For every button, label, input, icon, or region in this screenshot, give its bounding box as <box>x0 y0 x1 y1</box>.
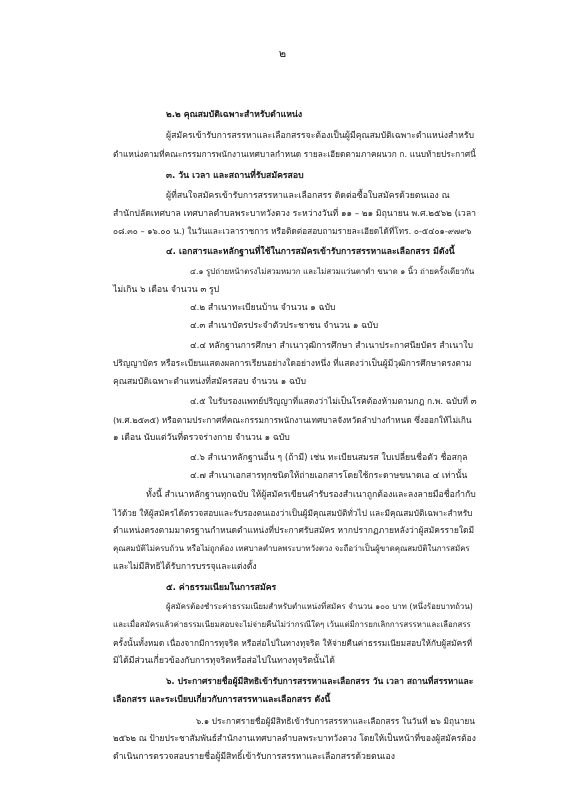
paragraph-line: ปริญญาบัตร หรือระเบียนแสดงผลการเรียนอย่างใดอย่างหนึ่ง ที่แสดงว่าเป็นผู้มีวุฒิการศึกษาตรงตาม <box>113 359 472 369</box>
paragraph-line: ๔.๗ สำเนาเอกสารทุกชนิดให้ถ่ายเอกสารโดยใช้กระดาษขนาดเอ ๔ เท่านั้น <box>190 471 468 481</box>
paragraph-line: ตำแหน่งตรงตามมาตรฐานกำหนดตำแหน่งที่ประกาศรับสมัคร หากปรากฏภายหลังว่าผู้สมัครรายใดมี <box>113 526 475 536</box>
section-heading: เลือกสรร และระเบียบเกี่ยวกับการสรรหาและเลือกสรร ดังนี้ <box>113 695 331 705</box>
paragraph-line: ๖.๑ ประกาศรายชื่อผู้มีสิทธิเข้ารับการสรรหาและเลือกสรร ในวันที่ ๒๖ มิถุนายน <box>196 716 475 726</box>
paragraph-line: ครั้งนั้นทั้งหมด เนื่องจากมีการทุจริต หรือส่อไปในทางทุจริต ให้จ่ายคืนค่าธรรมเนียมสอบให้กับผู้สมัครที่ <box>113 638 473 648</box>
paragraph-line: ๔.๕ ใบรับรองแพทย์ปริญญาที่แสดงว่าไม่เป็นโรคต้องห้ามตามกฎ ก.พ. ฉบับที่ ๓ <box>190 397 477 407</box>
section-heading: ๕. ค่าธรรมเนียมในการสมัคร <box>166 583 277 593</box>
section-heading: ๓. วัน เวลา และสถานที่รับสมัครสอบ <box>166 171 304 181</box>
paragraph-line: ๔.๖ สำเนาหลักฐานอื่น ๆ (ถ้ามี) เช่น ทะเบียนสมรส ใบเปลี่ยนชื่อตัว ชื่อสกุล <box>190 453 468 463</box>
section-heading: ๔. เอกสารและหลักฐานที่ใช้ในการสมัครเข้ารับการสรรหาและเลือกสรร มีดังนี้ <box>166 247 455 257</box>
paragraph-line: ไว้ด้วย ให้ผู้สมัครได้ตรวจสอบและรับรองตนเองว่าเป็นผู้มีคุณสมบัติทั่วไป และมีคุณสมบัติเฉพาะสำหรับ <box>113 508 473 518</box>
paragraph-line: ๔.๑ รูปถ่ายหน้าตรงไม่สวมหมวก และไม่สวมแว่นตาดำ ขนาด ๑ นิ้ว ถ่ายครั้งเดียวกัน <box>190 267 475 276</box>
paragraph-line: ผู้สมัครต้องชำระค่าธรรมเนียมสำหรับตำแหน่งที่สมัคร จำนวน ๑๐๐ บาท (หนึ่งร้อยบาทถ้วน) <box>166 602 473 611</box>
paragraph-line: ๒๕๖๒ ณ ป้ายประชาสัมพันธ์สำนักงานเทศบาลตำบลพระบาทวังตวง โดยให้เป็นหน้าที่ของผู้สมัครต้อง <box>113 734 476 744</box>
paragraph-line: ไม่เกิน ๖ เดือน จำนวน ๓ รูป <box>113 285 220 295</box>
section-heading: ๖. ประกาศรายชื่อผู้มีสิทธิเข้ารับการสรรหาและเลือกสรร วัน เวลา สถานที่สรรหาและ <box>166 677 474 687</box>
section-heading: ๒.๒ คุณสมบัติเฉพาะสำหรับตำแหน่ง <box>166 110 303 120</box>
paragraph-line: ทั้งนี้ สำเนาหลักฐานทุกฉบับ ให้ผู้สมัครเขียนคำรับรองสำเนาถูกต้องและลงลายมือชื่อกำกับ <box>146 490 476 500</box>
paragraph-line: ผู้สมัครเข้ารับการสรรหาและเลือกสรรจะต้องเป็นผู้มีคุณสมบัติเฉพาะตำแหน่งสำหรับ <box>166 131 475 141</box>
paragraph-line: และไม่มีสิทธิได้รับการบรรจุและแต่งตั้ง <box>113 562 257 572</box>
paragraph-line: คุณสมบัติเฉพาะตำแหน่งที่สมัครสอบ จำนวน ๑ ฉบับ <box>113 377 306 387</box>
paragraph-line: ๐๘.๓๐ – ๑๖.๐๐ น.) ในวันและเวลาราชการ หรือติดต่อสอบถามรายละเอียดได้ที่โทร. ๐-๕๔๐๑-๙๗๙๖ <box>113 226 472 236</box>
paragraph-line: ตำแหน่งตามที่คณะกรรมการพนักงานเทศบาลกำหนด รายละเอียดตามภาคผนวก ก. แนบท้ายประกาศนี้ <box>113 149 476 159</box>
paragraph-line: ๔.๓ สำเนาบัตรประจำตัวประชาชน จำนวน ๑ ฉบับ <box>190 321 379 331</box>
paragraph-line: มิได้มีส่วนเกี่ยวข้องกับการทุจริตหรือส่อไปในทางทุจริตนั้นได้ <box>113 656 335 666</box>
paragraph-line: สำนักปลัดเทศบาล เทศบาลตำบลพระบาทวังตวง ระหว่างวันที่ ๑๑ – ๒๑ มิถุนายน พ.ศ.๒๕๖๒ (เวลา <box>113 209 477 219</box>
paragraph-line: และเมื่อสมัครแล้วค่าธรรมเนียมสอบจะไม่จ่ายคืนไม่ว่ากรณีใดๆ เว้นแต่มีการยกเลิกการสรรหาและเลือกสรร <box>113 620 471 629</box>
paragraph-line: ๔.๔ หลักฐานการศึกษา สำเนาวุฒิการศึกษา สำเนาประกาศนียบัตร สำเนาใบ <box>190 341 473 351</box>
paragraph-line: ดำเนินการตรวจสอบรายชื่อผู้มีสิทธิ์เข้ารับการสรรหาและเลือกสรรด้วยตนเอง <box>113 752 396 762</box>
paragraph-line: ๑ เดือน นับแต่วันที่ตรวจร่างกาย จำนวน ๑ ฉบับ <box>113 433 290 443</box>
paragraph-line: ๔.๒ สำเนาทะเบียนบ้าน จำนวน ๑ ฉบับ <box>190 303 336 313</box>
paragraph-line: (พ.ศ.๒๕๓๕) หรือตามประกาศที่คณะกรรมการพนักงานเทศบาลจังหวัดลำปางกำหนด ซึ่งออกให้ไม่เกิน <box>113 415 472 425</box>
page-number: ๒ <box>278 47 287 60</box>
paragraph-line: ผู้ที่สนใจสมัครเข้ารับการสรรหาและเลือกสรร ติดต่อซื้อใบสมัครด้วยตนเอง ณ <box>166 191 450 201</box>
paragraph-line: คุณสมบัติไม่ครบถ้วน หรือไม่ถูกต้อง เทศบาลตำบลพระบาทวังตวง จะถือว่าเป็นผู้ขาดคุณสมบัติในการสมัคร <box>113 544 470 553</box>
